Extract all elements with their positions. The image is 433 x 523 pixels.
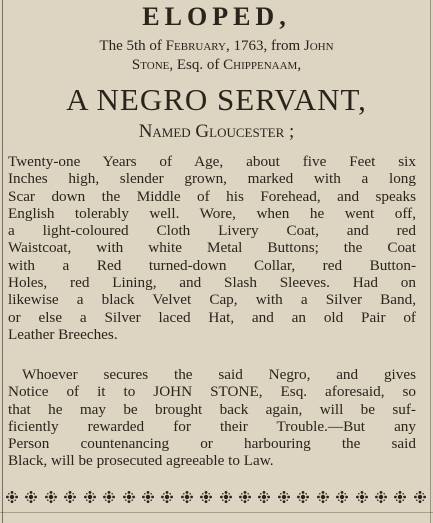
dateline-line-2: Stone, Esq. of Chippenaam, xyxy=(131,57,302,73)
reward-line: Black, will be prosecuted agreeable to Law. xyxy=(8,452,274,470)
reward-line: Notice of it to JOHN STONE, Esq. aforesaid, so xyxy=(8,383,416,401)
description-line: Waistcoat, with white Metal Buttons; the Coat xyxy=(8,239,416,257)
fleuron-icon xyxy=(142,491,154,503)
fleuron-icon xyxy=(336,491,348,503)
fleuron-icon xyxy=(297,491,309,503)
fleuron-icon xyxy=(200,491,212,503)
reward-line: Person countenancing or harbouring the said xyxy=(8,435,416,453)
ornament-border xyxy=(6,489,426,505)
description-line: Inches high, slender grown, marked with a long xyxy=(8,170,416,188)
bottom-rule xyxy=(0,512,433,513)
column-rule-left xyxy=(2,0,3,523)
servant-name-line: Named Gloucester ; xyxy=(138,121,295,142)
fleuron-icon xyxy=(64,491,76,503)
description-paragraph xyxy=(8,153,416,343)
fleuron-icon xyxy=(103,491,115,503)
fleuron-icon xyxy=(356,491,368,503)
description-line: a light-coloured Cloth Livery Coat, and red xyxy=(8,222,416,240)
description-line: with a Red turned-down Collar, red Button- xyxy=(8,256,416,274)
fleuron-icon xyxy=(6,491,18,503)
fleuron-icon xyxy=(317,491,329,503)
fleuron-icon xyxy=(239,491,251,503)
fleuron-icon xyxy=(394,491,406,503)
description-line: likewise a black Velvet Cap, with a Silver Band, xyxy=(8,291,416,309)
fleuron-icon xyxy=(84,491,96,503)
description-line: Twenty-one Years of Age, about five Feet six xyxy=(8,153,416,170)
column-rule-right xyxy=(430,0,431,523)
advert-headline: A NEGRO SERVANT, xyxy=(66,82,367,117)
fleuron-icon xyxy=(375,491,387,503)
description-line: or else a Silver laced Hat, and an old Pair of xyxy=(8,308,416,326)
description-line: Scar down the Middle of his Forehead, and speaks xyxy=(8,187,416,205)
description-line: Leather Breeches. xyxy=(8,325,118,343)
fleuron-icon xyxy=(161,491,173,503)
description-line: Holes, red Lining, and Slash Sleeves. Had on xyxy=(8,274,416,292)
fleuron-icon xyxy=(45,491,57,503)
fleuron-icon xyxy=(181,491,193,503)
dateline-line-1: The 5th of February, 1763, from John xyxy=(99,38,334,54)
fleuron-icon xyxy=(123,491,135,503)
advert-title: ELOPED, xyxy=(142,2,291,31)
reward-paragraph xyxy=(8,366,416,470)
fleuron-icon xyxy=(278,491,290,503)
fleuron-icon xyxy=(414,491,426,503)
reward-line: ficiently rewarded for their Trouble.—But any xyxy=(8,417,416,435)
fleuron-icon xyxy=(258,491,270,503)
reward-line: that he may be brought back again, will be suf- xyxy=(8,400,416,418)
fleuron-icon xyxy=(25,491,37,503)
reward-line: Whoever secures the said Negro, and gives xyxy=(22,366,416,383)
fleuron-icon xyxy=(220,491,232,503)
description-line: English tolerably well. Wore, when he went off, xyxy=(8,204,416,222)
